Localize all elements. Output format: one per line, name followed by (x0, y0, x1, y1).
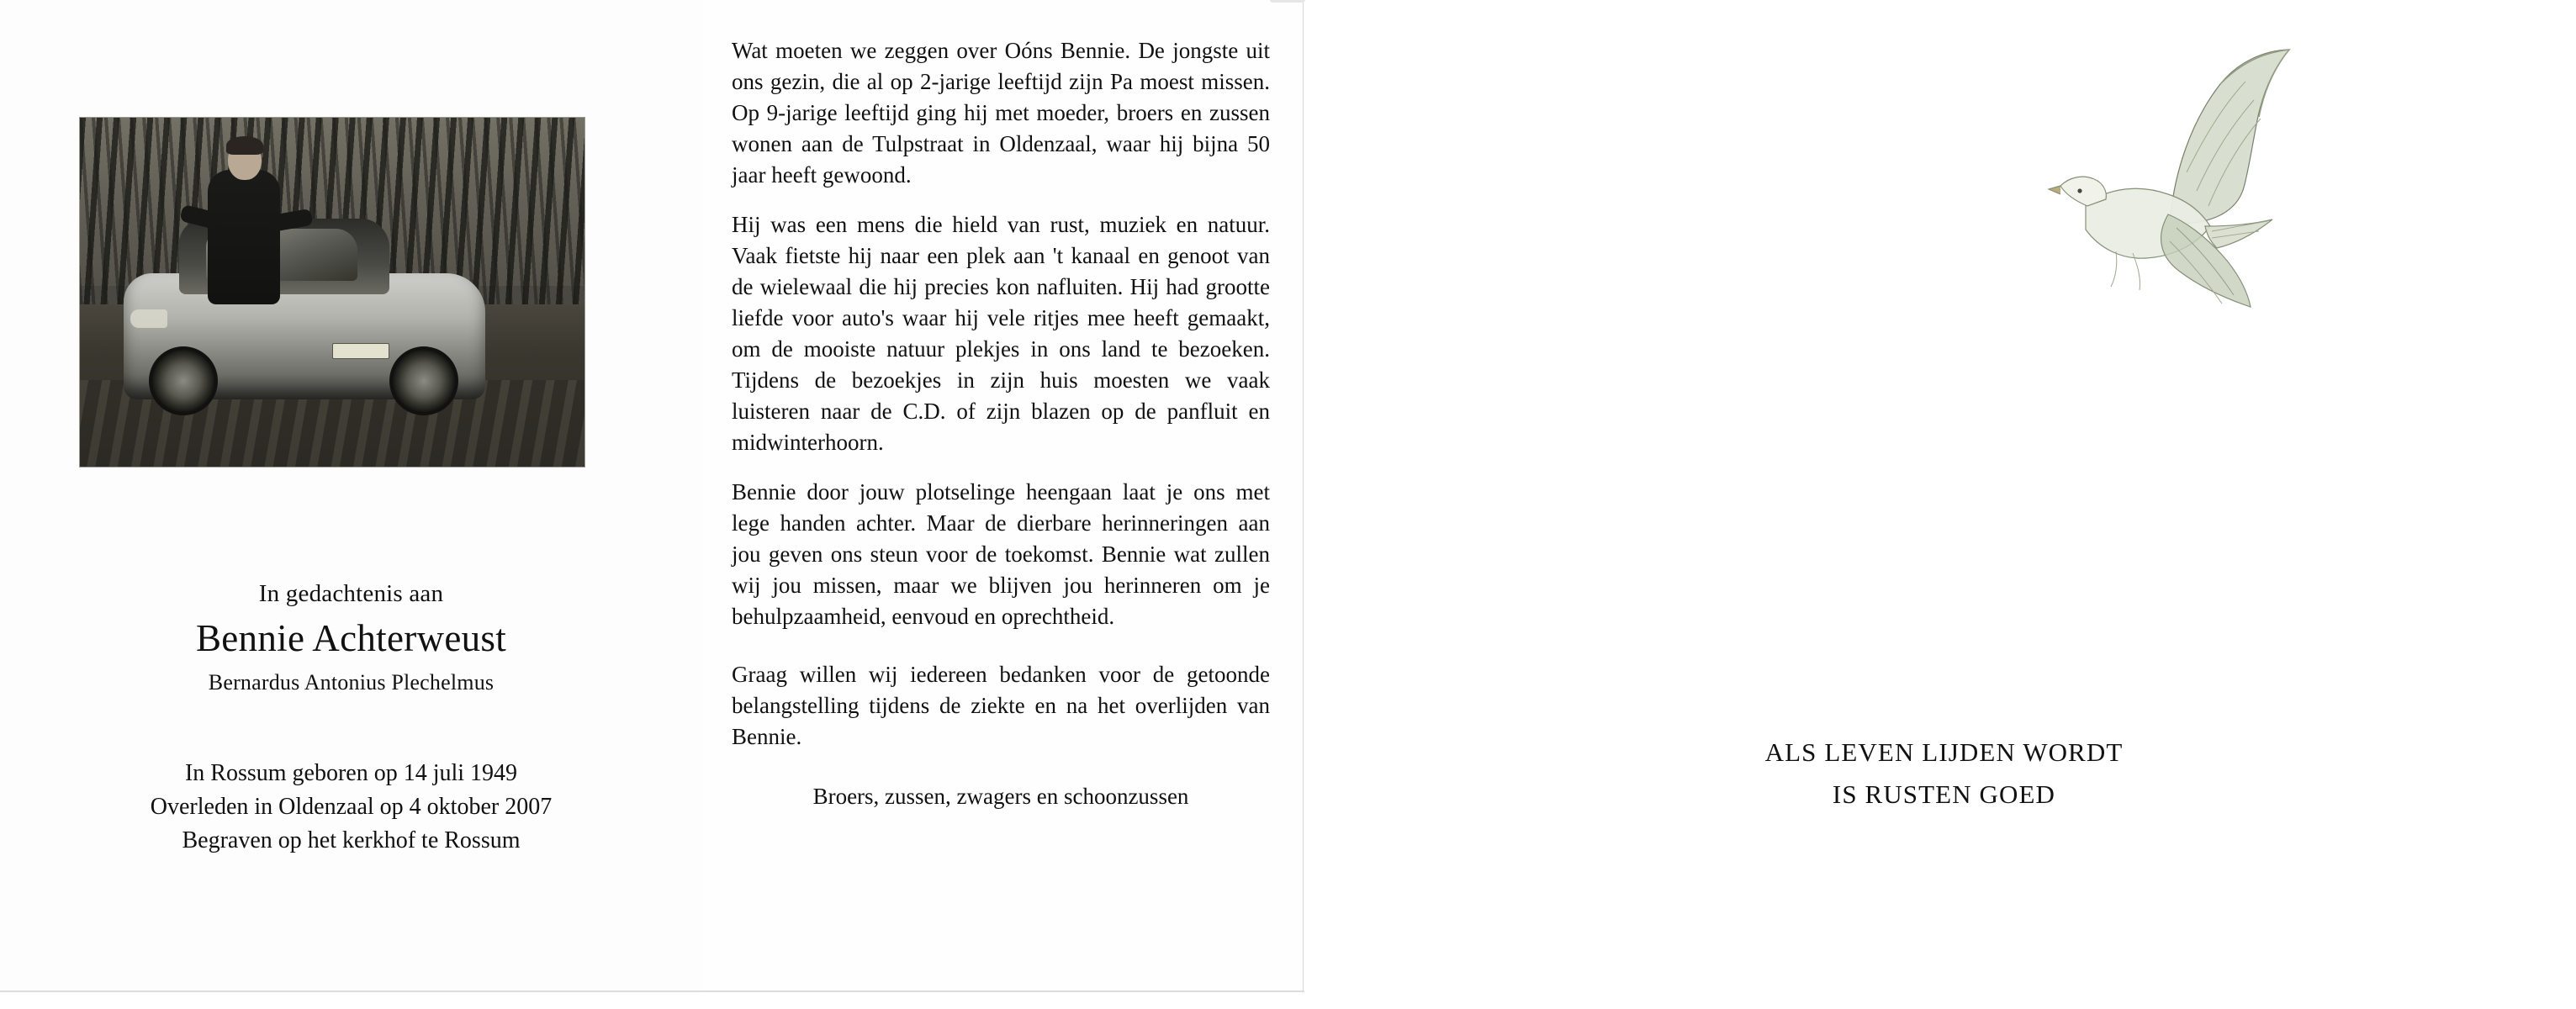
photo-person-body (208, 170, 280, 304)
paper-top-notch (1270, 0, 1305, 3)
eulogy-paragraph-3: Bennie door jouw plotselinge heengaan laat je ons met lege handen achter. Maar de dierbare herinneringen aan jou geven ons steun voor de toekomst. Bennie wat zullen wij jou missen, maar we blijven jou herinneren om je behulpzaamheid, eenvoud en oprechtheid. (732, 478, 1270, 629)
eulogy-text (732, 35, 1270, 812)
death-line: Overleden in Oldenzaal op 4 oktober 2007 (150, 793, 553, 820)
left-panel (0, 0, 702, 992)
middle-panel (702, 0, 1304, 992)
burial-line: Begraven op het kerkhof te Rossum (182, 827, 521, 853)
deceased-name: Bennie Achterweust (195, 617, 507, 659)
right-panel (1312, 0, 2576, 1009)
photo-car-wheel-front (389, 346, 458, 415)
photo-person-hair (226, 136, 263, 155)
deceased-full-name: Bernardus Antonius Plechelmus (208, 670, 495, 695)
paper-bottom-edge (0, 991, 1304, 992)
in-memory-of-label: In gedachtenis aan (258, 580, 444, 607)
thanks-paragraph: Graag willen wij iedereen bedanken voor de getoonde belangstelling tijdens de ziekte en na het overlijden van Bennie. (732, 661, 1270, 749)
memorial-quote (1312, 732, 2576, 815)
eulogy-paragraph-1: Wat moeten we zeggen over Oóns Bennie. De jongste uit ons gezin, die al op 2-jarige leeftijd zijn Pa moest missen. Op 9-jarige leeftijd ging hij met moeder, broers en zussen wonen aan de Tulpstraat in Oldenzaal, waar hij bijna 50 jaar heeft gewoond. (732, 38, 1270, 188)
birth-line: In Rossum geboren op 14 juli 1949 (184, 760, 518, 786)
fold-line-left (1303, 0, 1304, 992)
deceased-photo (80, 118, 584, 467)
photo-car-taillight (130, 309, 167, 328)
quote-line-1: ALS LEVEN LIJDEN WORDT (1764, 737, 2124, 767)
signature-line: Broers, zussen, zwagers en schoonzussen (812, 783, 1189, 809)
eulogy-paragraph-2: Hij was een mens die hield van rust, muziek en natuur. Vaak fietste hij naar een plek aan 't kanaal en genoot van de wielewaal die hij precies kon nafluiten. Hij had grootte liefde voor auto's waar hij vele ritjes mee heeft gemaakt, om de mooiste natuur plekjes in ons land te bezoeken. Tijdens de bezoekjes in zijn huis moesten we vaak luisteren naar de C.D. of zijn blazen op de panfluit en midwinterhoorn. (732, 211, 1270, 455)
life-dates-block (0, 757, 702, 857)
photo-car-licence-plate (332, 343, 389, 359)
memorial-heading-block (0, 580, 702, 695)
dove-icon (1960, 46, 2363, 383)
quote-line-2: IS RUSTEN GOED (1832, 779, 2056, 809)
photo-car-wheel-rear (149, 346, 218, 415)
